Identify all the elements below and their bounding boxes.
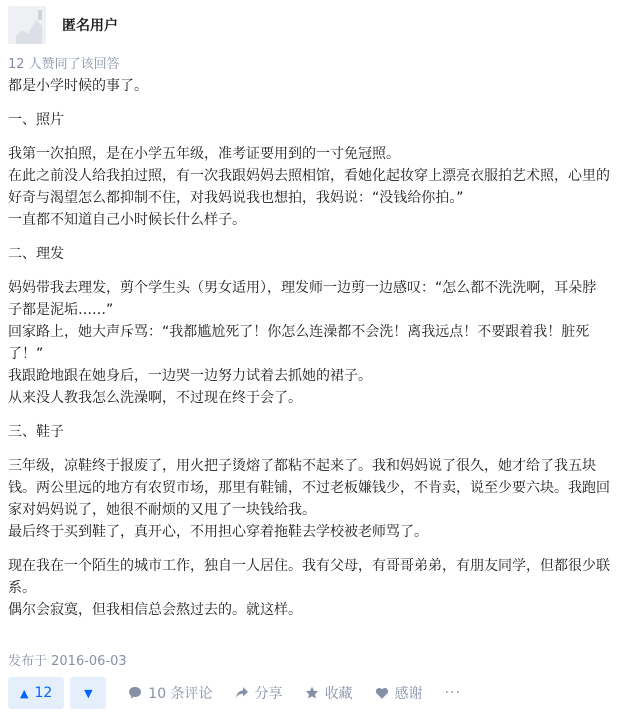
downvote-triangle-icon: ▼: [84, 686, 93, 700]
paragraph-line: 回家路上，她大声斥骂：“我都尴尬死了！你怎么连澡都不会洗！离我远点！不要跟着我！脏死: [8, 324, 590, 340]
paragraph-line: 三年级，凉鞋终于报废了，用火把子烫熔了都粘不起来了。我和妈妈说了很久，她才给了我五块: [8, 458, 596, 474]
anonymous-avatar-icon: [8, 6, 46, 44]
voters-count[interactable]: 12 人赞同了该回答: [8, 57, 120, 72]
upvote-button[interactable]: [8, 677, 64, 709]
paragraph: 都是小学时候的事了。: [8, 78, 148, 94]
comments-label: 10 条评论: [148, 686, 213, 702]
paragraph-line: 家对妈妈说了，她很不耐烦的又甩了一块钱给我。: [8, 502, 316, 518]
paragraph: 偶尔会寂寞，但我相信总会熬过去的。就这样。: [8, 602, 302, 618]
paragraph: 从来没人教我怎么洗澡啊，不过现在终于会了。: [8, 390, 302, 406]
star-icon: [305, 686, 319, 700]
collect-label: 收藏: [324, 686, 353, 702]
publish-date[interactable]: 发布于 2016-06-03: [8, 654, 127, 669]
paragraph-line: 妈妈带我去理发，剪个学生头（男女适用），理发师一边剪一边感叹：“怎么都不洗洗啊，耳朵脖: [8, 280, 597, 296]
avatar[interactable]: [8, 6, 46, 44]
paragraph-line: 钱。两公里远的地方有农贸市场，那里有鞋铺，不过老板嫌钱少，不肯卖，说至少要六块。我跑回: [8, 480, 610, 496]
paragraph: 我第一次拍照，是在小学五年级，准考证要用到的一寸免冠照。: [8, 146, 400, 162]
section-title: 二、理发: [8, 246, 64, 262]
more-options-icon[interactable]: ···: [444, 685, 461, 701]
upvote-triangle-icon: ▲: [20, 686, 29, 700]
answer-content: [8, 75, 628, 621]
downvote-button[interactable]: [70, 677, 106, 709]
paragraph-line: 了！”: [8, 346, 44, 362]
paragraph: 一直都不知道自己小时候长什么样子。: [8, 212, 246, 228]
paragraph-line: 系。: [8, 580, 36, 596]
section-title: 三、鞋子: [8, 424, 64, 440]
share-arrow-icon: [235, 686, 249, 700]
paragraph: 我跟跄地跟在她身后，一边哭一边努力试着去抓她的裙子。: [8, 368, 372, 384]
thanks-button[interactable]: [375, 683, 423, 703]
share-button[interactable]: [235, 683, 283, 703]
thanks-label: 感谢: [394, 686, 423, 702]
comment-bubble-icon: [128, 686, 142, 700]
vote-count: 12: [34, 685, 53, 701]
paragraph-line: 在此之前没人给我拍过照，有一次我跟妈妈去照相馆，看她化起妆穿上漂亮衣服拍艺术照，心里的: [8, 168, 610, 184]
share-label: 分享: [254, 686, 283, 702]
paragraph-line: 现在我在一个陌生的城市工作，独自一人居住。我有父母，有哥哥弟弟，有朋友同学，但都很少联: [8, 558, 610, 574]
author-row: [8, 6, 118, 44]
author-name[interactable]: 匿名用户: [62, 18, 118, 34]
collect-button[interactable]: [305, 683, 353, 703]
paragraph: 最后终于买到鞋了，真开心，不用担心穿着拖鞋去学校被老师骂了。: [8, 524, 428, 540]
action-bar: [8, 676, 461, 710]
section-title: 一、照片: [8, 112, 64, 128]
paragraph-line: 子都是泥垢……”: [8, 302, 114, 318]
comments-button[interactable]: [128, 683, 212, 703]
heart-icon: [375, 686, 389, 700]
paragraph-line: 好奇与渴望怎么都抑制不住，对我妈说我也想拍，我妈说：“没钱给你拍。”: [8, 190, 464, 206]
